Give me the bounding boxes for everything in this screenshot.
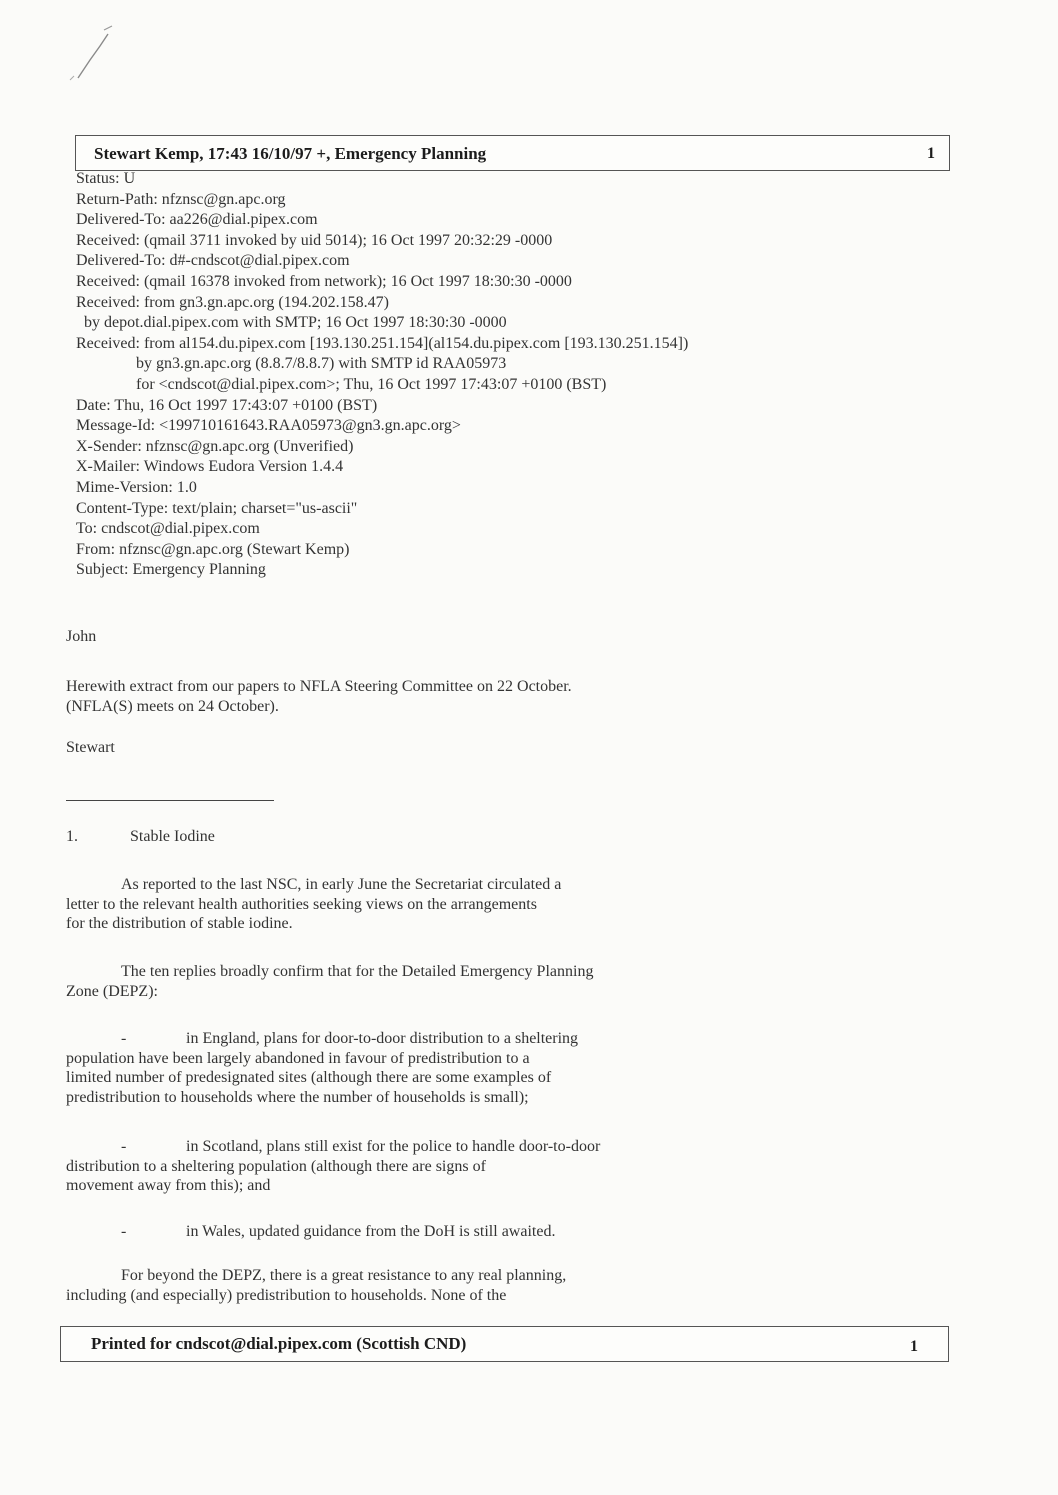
- text-line: limited number of predesignated sites (although there are some examples of: [66, 1069, 552, 1086]
- text-line: distribution to a sheltering population (although there are signs of: [66, 1157, 486, 1175]
- section-number: 1.: [66, 828, 78, 845]
- email-header-line: Received: from al154.du.pipex.com [193.130.251.154](al154.du.pipex.com [193.130.251.154]): [76, 334, 689, 352]
- text-line: - in England, plans for door-to-door distribution to a sheltering: [66, 1029, 578, 1049]
- email-header-line: for <cndscot@dial.pipex.com>; Thu, 16 Oct 1997 17:43:07 +0100 (BST): [136, 375, 607, 393]
- header-title: Stewart Kemp, 17:43 16/10/97 +, Emergency Planning: [94, 144, 487, 163]
- salutation: John: [66, 628, 97, 645]
- header-page-number: 1: [927, 145, 935, 162]
- email-header-line: Received: (qmail 16378 invoked from network); 16 Oct 1997 18:30:30 -0000: [76, 272, 572, 290]
- text-line: movement away from this); and: [66, 1177, 271, 1194]
- signoff: Stewart: [66, 739, 115, 756]
- email-header-line: X-Sender: nfznsc@gn.apc.org (Unverified): [76, 437, 354, 455]
- text-line: For beyond the DEPZ, there is a great resistance to any real planning,: [121, 1267, 567, 1284]
- print-footer: [60, 1326, 949, 1362]
- text-line: for the distribution of stable iodine.: [66, 915, 293, 932]
- text-line: (NFLA(S) meets on 24 October).: [66, 697, 279, 715]
- print-header: [75, 135, 950, 171]
- email-header-line: Subject: Emergency Planning: [76, 561, 266, 579]
- email-header-line: From: nfznsc@gn.apc.org (Stewart Kemp): [76, 540, 350, 558]
- email-header-line: Status: U: [76, 170, 136, 187]
- text-line: letter to the relevant health authorities seeking views on the arrangements: [66, 895, 537, 913]
- paragraph-1: [66, 875, 561, 934]
- text-line: As reported to the last NSC, in early June the Secretariat circulated a: [121, 876, 562, 893]
- bullet-marker: -: [121, 1030, 127, 1047]
- text-line: Zone (DEPZ):: [66, 982, 158, 1000]
- bullet-marker: -: [121, 1138, 127, 1155]
- text-line: - in Wales, updated guidance from the DoH is still awaited.: [66, 1222, 555, 1242]
- email-header-line: by gn3.gn.apc.org (8.8.7/8.8.7) with SMTP id RAA05973: [136, 355, 507, 373]
- email-header-line: Received: from gn3.gn.apc.org (194.202.158.47): [76, 293, 389, 311]
- text-line: population have been largely abandoned in favour of predistribution to a: [66, 1049, 530, 1067]
- section-title: Stable Iodine: [130, 828, 215, 845]
- email-header-block: [76, 169, 688, 581]
- text-line: including (and especially) predistribution to households. None of the: [66, 1286, 507, 1304]
- email-header-line: To: cndscot@dial.pipex.com: [76, 520, 260, 538]
- paragraph-2: [66, 962, 593, 1001]
- section-heading: [66, 827, 215, 847]
- email-header-line: Content-Type: text/plain; charset="us-ascii": [76, 499, 358, 517]
- paragraph-3: [66, 1266, 566, 1305]
- text-line: Herewith extract from our papers to NFLA Steering Committee on 22 October.: [66, 678, 572, 695]
- email-header-line: Delivered-To: aa226@dial.pipex.com: [76, 211, 318, 229]
- intro-paragraph: [66, 677, 572, 716]
- email-header-line: Message-Id: <199710161643.RAA05973@gn3.gn.apc.org>: [76, 417, 461, 435]
- email-header-line: Mime-Version: 1.0: [76, 478, 197, 496]
- footer-page-number: 1: [910, 1338, 918, 1355]
- email-header-line: Delivered-To: d#-cndscot@dial.pipex.com: [76, 252, 350, 270]
- text-line: - in Scotland, plans still exist for the police to handle door-to-door: [66, 1137, 600, 1157]
- text-line: The ten replies broadly confirm that for the Detailed Emergency Planning: [121, 963, 594, 980]
- bullet-scotland: [66, 1137, 600, 1196]
- email-header-line: Received: (qmail 3711 invoked by uid 5014); 16 Oct 1997 20:32:29 -0000: [76, 231, 553, 249]
- text-line: predistribution to households where the number of households is small);: [66, 1088, 529, 1106]
- email-header-line: by depot.dial.pipex.com with SMTP; 16 Oct 1997 18:30:30 -0000: [84, 314, 507, 332]
- footer-title: Printed for cndscot@dial.pipex.com (Scottish CND): [91, 1334, 467, 1353]
- email-header-line: Date: Thu, 16 Oct 1997 17:43:07 +0100 (BST): [76, 396, 378, 414]
- email-header-line: X-Mailer: Windows Eudora Version 1.4.4: [76, 458, 344, 476]
- email-header-line: Return-Path: nfznsc@gn.apc.org: [76, 190, 286, 208]
- pen-mark-scribble: [60, 20, 120, 90]
- bullet-england: [66, 1029, 578, 1107]
- bullet-marker: -: [121, 1223, 127, 1240]
- bullet-wales: [66, 1222, 555, 1242]
- separator-rule: [66, 800, 274, 801]
